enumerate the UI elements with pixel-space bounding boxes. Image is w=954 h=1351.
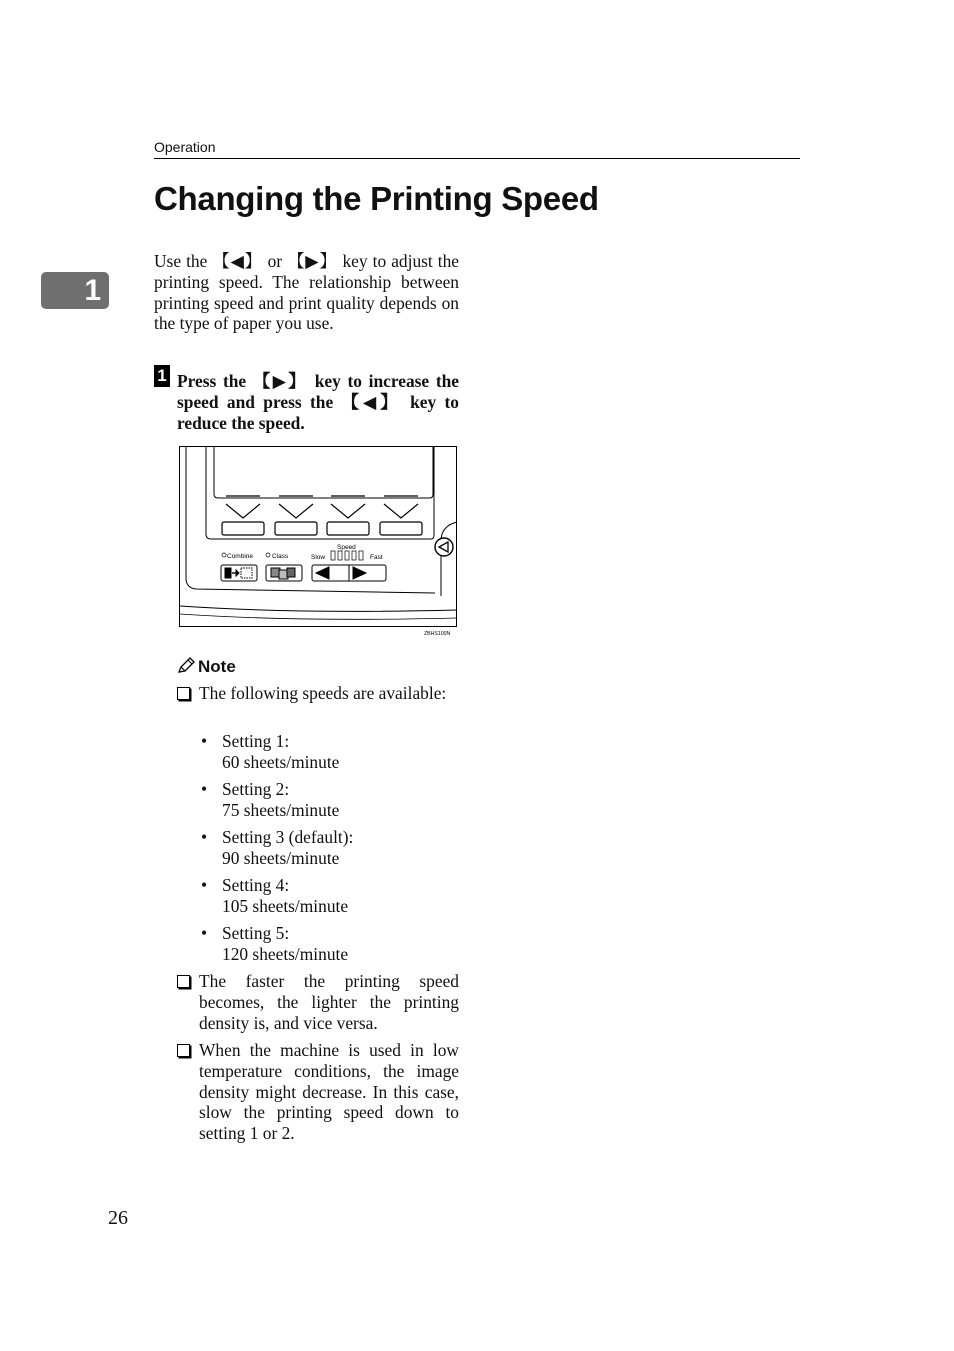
page-title: Changing the Printing Speed xyxy=(154,180,599,217)
class-label: Class xyxy=(272,553,289,560)
checkbox-bullet-icon xyxy=(177,975,190,988)
checkbox-bullet-icon xyxy=(177,687,190,700)
slow-label: Slow xyxy=(311,554,326,561)
bullet-icon: • xyxy=(201,875,208,895)
bullet-icon: • xyxy=(201,827,208,847)
bullet-icon: • xyxy=(201,779,208,799)
running-header: Operation xyxy=(154,139,216,155)
list-item: • Setting 1: 60 sheets/minute xyxy=(201,731,340,772)
checkbox-bullet-icon xyxy=(177,1044,190,1057)
list-item: • Setting 4: 105 sheets/minute xyxy=(201,875,349,916)
speed-label: Speed xyxy=(337,544,356,551)
note-heading: Note xyxy=(177,657,236,677)
right-arrow-key: 【▶】 xyxy=(252,371,308,391)
list-item: • Setting 3 (default): 90 sheets/minute xyxy=(201,827,354,868)
step-number-badge: 1 xyxy=(154,365,170,387)
combine-label: Combine xyxy=(227,553,254,560)
list-item: • Setting 5: 120 sheets/minute xyxy=(201,923,349,964)
control-panel-illustration xyxy=(179,446,458,638)
back-key-icon xyxy=(435,538,453,556)
intro-paragraph: Use the 【◀】 or 【▶】 key to adjust the printing speed. The relationship between printing speed and print quality depends on the type of paper you use. xyxy=(154,251,460,334)
left-arrow-key: 【◀】 xyxy=(212,251,263,271)
header-rule xyxy=(154,158,800,159)
left-arrow-key: 【◀】 xyxy=(341,392,402,412)
speed-settings-list xyxy=(199,731,459,971)
right-arrow-key: 【▶】 xyxy=(287,251,338,271)
bullet-icon: • xyxy=(201,731,208,751)
figure-code: ZBHS100N xyxy=(424,631,451,637)
page-number: 26 xyxy=(108,1207,128,1229)
combine-key xyxy=(221,565,257,581)
speed-arrow-keys xyxy=(312,565,386,581)
list-item: • Setting 2: 75 sheets/minute xyxy=(201,779,340,820)
class-key xyxy=(266,565,302,581)
chapter-tab: 1 xyxy=(41,272,109,309)
pencil-note-icon xyxy=(177,657,195,674)
bullet-icon: • xyxy=(201,923,208,943)
fast-label: Fast xyxy=(370,554,383,561)
step-instruction: Press the 【▶】 key to increase the speed and press the 【◀】 key to reduce the speed. xyxy=(177,371,460,433)
